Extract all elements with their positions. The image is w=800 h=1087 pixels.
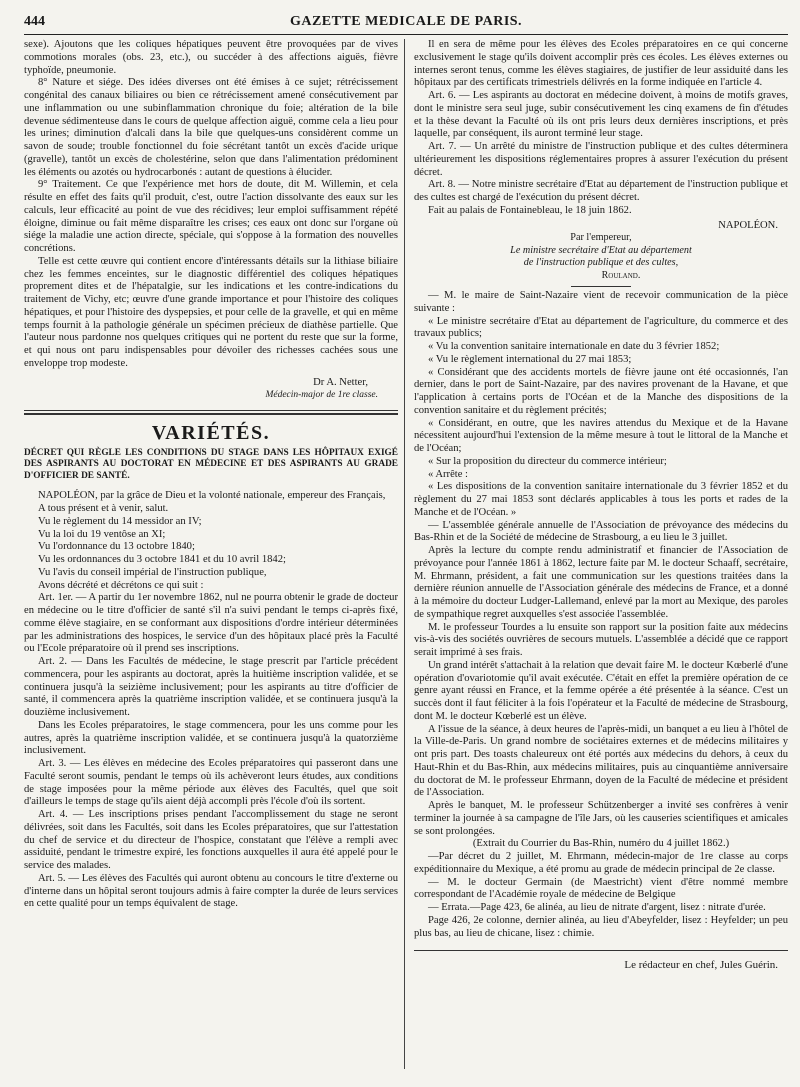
errata-2: Page 426, 2e colonne, dernier alinéa, au lieu d'Abeyfelder, lisez : Heyfelder; un peu plus bas, au lieu de chicane, lisez : chimie.: [414, 914, 788, 939]
article-7: Art. 7. — Un arrêté du ministre de l'instruction publique et des cultes déterminera ultérieurement les dispositions réglementaires propres à assurer l'exécution du présent décret.: [414, 141, 788, 178]
signature-minister-line-1: Le ministre secrétaire d'Etat au département: [510, 244, 692, 256]
left-paragraph-nature: 8° Nature et siége. Des idées diverses ont été émises à ce sujet; rétrécissement congénital des canaux biliaires ou bien ce rétrécissement amené consécutivement par une inflammation ou une subinflammation chronique du foie; altération de la bile devenue sédimenteuse dans le cours de quelque affection aiguë, comme cela a lieu pour les urines; diminution d'alcali dans la bile que quelques-uns considèrent comme un savon de soude; trouble fonctionnel du foie sécrétant tantôt un excès d'acide urique (gravelle), tantôt un excès de cholestérine, selon que dans l'alimentation prédominent les éléments ou azotés ou hydrocarbonés : autant de questions à élucider.: [24, 77, 398, 178]
news-banquet: A l'issue de la séance, à deux heures de l'après-midi, un banquet a eu lieu à l'hôtel de la Ville-de-Paris. Un grand nombre de sociétaires externes et de médecins militaires y ont pris part. Des toasts chaleureux ont été portés aux médecins du dehors, à ceux du Haut-Rhin et du Bas-Rhin, aux médecins militaires, puis au cinquantième anniversaire du doctorat de M. le professeur Ehrmann, doyen de la Faculté de médecine et président de l'Association.: [414, 723, 788, 799]
preamble-line: Vu les ordonnances du 3 octobre 1841 et du 10 avril 1842;: [38, 554, 286, 565]
left-paragraph-traitement: 9° Traitement. Ce que l'expérience met hors de doute, dit M. Willemin, et cela résulte en effet des faits qu'il produit, c'est, outre l'action dissolvante des eaux sur les calculs, leur efficacité au point de vue des récidives; leur emploi suffisamment répété éloigne, diminue ou fait même disparaître les crises; ces eaux ont donc sur l'organe où siége la maladie une action directe, spéciale, qui s'oppose à la formation des nouvelles concrétions.: [24, 179, 398, 254]
quote-line: « Le ministre secrétaire d'Etat au département de l'agriculture, du commerce et des travaux publics;: [414, 315, 788, 340]
article-3: Art. 3. — Les élèves en médecine des Ecoles préparatoires qui passeront dans une Faculté seront soumis, pendant le temps où ils achèveront leurs études, aux conditions de stage imposées pour la même période aux élèves des Facultés, quel que soit d'ailleurs le temps de stage qu'ils aient déjà accompli près l'école d'où ils sortent.: [24, 758, 398, 808]
news-decret: —Par décret du 2 juillet, M. Ehrmann, médecin-major de 1re classe au corps expéditionnaire du Mexique, a été promu au grade de médecin principal de 2e classe.: [414, 851, 788, 875]
article-2-continued: Dans les Ecoles préparatoires, le stage commencera, pour les uns comme pour les autres, après la quatrième inscription validée, et se continuera jusqu'à la quatorzième inclusivement.: [24, 719, 398, 757]
decree-preamble-napoleon: NAPOLÉON, par la grâce de Dieu et la volonté nationale, empereur des Français,: [38, 490, 386, 502]
page-number: 444: [24, 14, 45, 29]
signature-napoleon: NAPOLÉON.: [718, 219, 778, 231]
preamble-line: A tous présent et à venir, salut.: [38, 503, 169, 514]
running-head: [24, 14, 788, 35]
article-5: Art. 5. — Les élèves des Facultés qui auront obtenu au concours le titre d'externe ou d'interne dans un hôpital seront toujours admis à faire compter la durée de leurs services en cette qualité pour un temps équivalent de stage.: [24, 872, 398, 910]
preamble-line: Vu l'ordonnance du 13 octobre 1840;: [38, 541, 195, 553]
decree-date: Fait au palais de Fontainebleau, le 18 juin 1862.: [428, 204, 632, 216]
review-signature-title: Médecin-major de 1re classe.: [265, 390, 378, 401]
signature-rouland: Rouland.: [601, 269, 641, 281]
news-source: (Extrait du Courrier du Bas-Rhin, numéro du 4 juillet 1862.): [472, 838, 730, 850]
divider: [414, 950, 788, 951]
signature-par: Par l'empereur,: [570, 232, 632, 243]
divider: [571, 286, 631, 287]
quote-line: « Sur la proposition du directeur du commerce intérieur;: [428, 455, 667, 467]
article-8: Art. 8. — Notre ministre secrétaire d'Etat au département de l'instruction publique et des cultes est chargé de l'exécution du présent décret.: [414, 179, 788, 203]
news-compte-rendu: Après la lecture du compte rendu administratif et financier de l'Association de prévoyance pour l'année 1861 à 1862, lecture faite par M. le docteur Schaaff, secrétaire, M. Ehrmann, président, a fait une communication sur les questions traitées dans la dernière réunion annuelle de l'Association générale des médecins de France, et a donné à la mémoire du docteur Ludger-Lallemand, enlevé par la mort au Mexique, des paroles de sympathique regret auxquelles s'est associée l'assemblée.: [414, 545, 788, 620]
errata-1: — Errata.—Page 423, 6e alinéa, au lieu de nitrate d'argent, lisez : nitrate d'urée.: [428, 902, 766, 913]
left-column: [24, 39, 398, 1069]
section-title: VARIÉTÉS.: [151, 422, 271, 444]
article-6: Art. 6. — Les aspirants au doctorat en médecine doivent, à moins de motifs graves, dont le ministre sera seul juge, subir consécutivement les cinq examens de fin d'études et la thèse devant la Faculté où ils ont pris leurs deux dernières inscriptions, et près laquelle, par conséquent, ils auront terminé leur stage.: [414, 90, 788, 140]
signature-minister-line-2: de l'instruction publique et des cultes,: [523, 257, 679, 268]
review-signature: Dr A. Netter,: [313, 376, 368, 388]
left-paragraph-1: sexe). Ajoutons que les coliques hépatiques peuvent être provoquées par de vives commotions morales (obs. 23, etc.), ou succéder à des affections aiguës, fièvre typhoïde, pneumonie.: [24, 39, 398, 76]
article-4: Art. 4. — Les inscriptions prises pendant l'accomplissement du stage ne seront délivrées, soit dans les Facultés, soit dans les Ecoles préparatoires, que sur l'attestation du chef de service et du directeur de l'hospice, constatant que l'élève a rempli avec assiduité, pendant le trimestre expiré, les fonctions auxquelles il aura été appelé pour le service des malades.: [24, 809, 398, 871]
quote-line: « Vu le règlement international du 27 mai 1853;: [428, 353, 632, 365]
left-paragraph-conclusion: Telle est cette œuvre qui contient encore d'intéressants détails sur la lithiase biliaire chez les femmes enceintes, sur le diagnostic différentiel des coliques hépatiques proprement dites et de l'hépatalgie, sur les indications et les contre-indications du traitement de Vichy, etc; œuvre d'une grande importance et pour l'histoire des coliques hépatiques, et pour l'histoire des dyspepsies, et pour celle de la gravelle, et qui en même temps fournit à la pathologie générale un spécimen précieux de diathèse partielle. Que l'auteur nous pardonne nos quelques critiques qui ne portent du reste que sur la forme, et qui nous ont paru indispensables pour dévoiler des richesses cachées sous une enveloppe trop modeste.: [24, 255, 398, 369]
editor-signature: Le rédacteur en chef, Jules Guérin.: [624, 959, 778, 972]
preamble-line: Vu le règlement du 14 messidor an IV;: [38, 515, 202, 527]
news-koeberle: Un grand intérêt s'attachait à la relation que devait faire M. le docteur Kœberlé d'une opération d'ovariotomie qu'il avait exécutée. C'était en effet la première opération de ce genre ayant réussi en France, et la femme opérée a été présentée à la séance. C'est un succès dont il faut féliciter à la fois l'opérateur et la Faculté de médecine de Strasbourg, dont M. le docteur Kœberlé est un élève.: [414, 659, 788, 722]
article-5-continued: Il en sera de même pour les élèves des Ecoles préparatoires en ce qui concerne exclusivement le stage qu'ils doivent accomplir près ces écoles. Les élèves externes ou internes seront tenus, comme les élèves stagiaires, de justifier de leur assiduité dans les hôpitaux par des certificats trimestriels délivrés en la forme indiquée en l'article 4.: [414, 39, 788, 89]
quote-line: « Arrête :: [428, 468, 469, 480]
journal-title: GAZETTE MEDICALE DE PARIS.: [289, 14, 523, 29]
article-1: Art. 1er. — A partir du 1er novembre 1862, nul ne pourra obtenir le grade de docteur en médecine ou le titre d'officier de santé s'il n'a suivi pendant le temps ci-après fixé, comme élève stagiaire, en se conformant aux dispositions d'ordre intérieur déterminées par les administrations des hospices, le service d'un des hôpitaux placé près la Faculté ou l'Ecole préparatoire où il prend ses inscriptions.: [24, 592, 398, 655]
quote-line: « Considérant, en outre, que les navires attendus du Mexique et de la Havane nécessitent aujourd'hui l'extension de la même mesure à tout le littoral de la Manche et de l'Océan;: [414, 417, 788, 454]
divider: [24, 410, 398, 411]
divider-thick: [24, 413, 398, 415]
preamble-line: Vu l'avis du conseil impérial de l'instruction publique,: [38, 566, 267, 578]
right-column: [404, 39, 788, 1069]
decree-title: DÉCRET QUI RÈGLE LES CONDITIONS DU STAGE DANS LES HÔPITAUX EXIGÉ DES ASPIRANTS AU DOCTORAT EN MÉDECINE ET DES ASPIRANTS AU GRADE D'OFFICIER DE SANTÉ.: [24, 447, 398, 481]
quote-line: « Les dispositions de la convention sanitaire internationale du 3 février 1852 et du règlement du 27 mai 1853 sont déclarés applicables à tous les ports et rades de la Manche et de l'Océan. »: [414, 481, 788, 518]
news-germain: — M. le docteur Germain (de Maestricht) vient d'être nommé membre correspondant de l'Académie royale de médecine de Belgique: [414, 876, 788, 901]
news-assemblee: — L'assemblée générale annuelle de l'Association de prévoyance des médecins du Bas-Rhin et de la Société de médecine de Strasbourg, a eu lieu le 3 juillet.: [414, 519, 788, 544]
preamble-line: Vu la loi du 19 ventôse an XI;: [38, 528, 166, 540]
quote-line: « Vu la convention sanitaire internationale en date du 3 février 1852;: [428, 341, 720, 352]
news-tourdes: M. le professeur Tourdes a lu ensuite son rapport sur la position faite aux médecins vis-à-vis des sociétés ouvrières de secours mutuels. L'assemblée a décidé que ce rapport serait imprimé à ses frais.: [414, 621, 788, 658]
quote-line: « Considérant que des accidents mortels de fièvre jaune ont été occasionnés, l'an dernier, dans le port de Saint-Nazaire, par des navires provenant de la Havane, et que l'application à certains ports de l'Océan et de la Manche des dispositions de la convention sanitaire et du règlement précités;: [414, 366, 788, 416]
columns: [24, 39, 788, 1069]
decree-signatures: [414, 220, 788, 283]
news-saint-nazaire: — M. le maire de Saint-Nazaire vient de recevoir communication de la pièce suivante :: [414, 290, 788, 314]
article-2: Art. 2. — Dans les Facultés de médecine, le stage prescrit par l'article précédent commencera, pour les aspirants au doctorat, après la huitième inscription validée, et se continuera jusqu'à la seizième inclusivement; pour les aspirants au titre d'officier de santé, il commencera après la quatrième inscription validée, et se continuera jusqu'à la douzième inclusivement.: [24, 656, 398, 718]
news-schutzenberger: Après le banquet, M. le professeur Schützenberger a invité ses confrères à venir terminer la journée à sa campagne de l'île Jars, où les causeries scientifiques et amicales se sont prolongées.: [414, 800, 788, 837]
preamble-line: Avons décrété et décrétons ce qui suit :: [38, 579, 204, 591]
